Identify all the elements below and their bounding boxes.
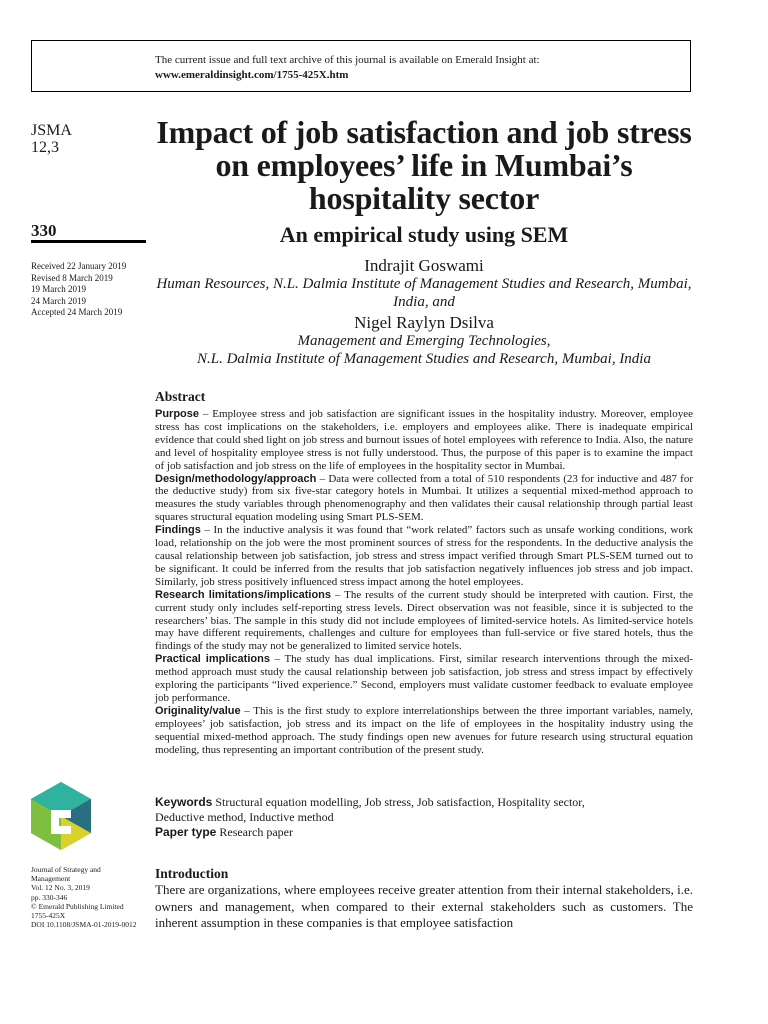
journal-url-link[interactable]: www.emeraldinsight.com/1755-425X.htm <box>155 69 349 81</box>
paper-type <box>155 825 693 840</box>
keywords-line <box>155 795 693 810</box>
paper-type-label: Paper type <box>155 825 217 839</box>
journal-info-line: pp. 330-346 <box>31 892 68 902</box>
keywords-label: Keywords <box>155 795 213 809</box>
abstract-text: – The study has dual implications. First, similar research interventions through the mixed-method approach must study the causal relationship between job satisfaction, job stress and stress impact by effectively exploring the participants “lived experience.” Second, employers must validate customer feedback to evaluate employee job performance. <box>155 653 693 704</box>
date-received: Received 22 January 2019 <box>31 261 127 271</box>
abstract-label: Practical implications <box>155 653 270 666</box>
author-2-affiliation <box>155 333 693 368</box>
abstract-originality <box>155 705 693 757</box>
page-number-rule <box>31 240 146 243</box>
access-notice-box <box>31 40 691 92</box>
abstract-text: – Employee stress and job satisfaction are significant issues in the hospitality industry. Moreover, employee stress has cost implications on the stakeholders, i.e. employers and employees alike. There is inadequate empirical evidence that could shed light on job stress and burnout issues of hotel employees with reference to India. Also, the nature and level of hospitality employee stress is not fully understood. Thus, the purpose of this paper is to examine the impact of job satisfaction and job stress on the life of employees in the hospitality sector in Mumbai. <box>155 408 693 472</box>
abstract-heading: Abstract <box>155 389 206 404</box>
journal-info-line: Vol. 12 No. 3, 2019 <box>31 883 90 893</box>
abstract-label: Purpose <box>155 408 200 420</box>
access-notice-text: The current issue and full text archive of this journal is available on Emerald Insight at: <box>155 54 540 66</box>
abstract-label: Research limitations/implications <box>155 588 331 601</box>
abstract-text: – This is the first study to explore interrelationships between the three important variables, namely, employees’ job satisfaction, job stress and its impact on the life of employees in the hospitality industry using the sequential mixed-method approach. The study findings open new avenues for future research using structural equation modeling, thus representing an important contribution of the present study. <box>155 704 693 756</box>
journal-info-line: 1755-425X <box>31 911 66 921</box>
volume-issue: 12,3 <box>31 139 59 156</box>
abstract-text: – Data were collected from a total of 510 respondents (23 for inductive and 487 for the deductive study) from six five-star category hotels in Mumbai. It utilizes a sequential mixed-method approach to measures the study variables through phenomenography and then validates their causal relationship through partial least squares structural equation modeling using Smart PLS-SEM. <box>155 472 693 524</box>
date-accepted: Accepted 24 March 2019 <box>31 307 123 317</box>
page-number: 330 <box>31 221 57 240</box>
journal-info <box>31 865 156 929</box>
paper-subtitle: An empirical study using SEM <box>279 222 569 247</box>
abstract-text: – The results of the current study should be interpreted with caution. First, the current study only includes self-reporting stress levels. Direct observation was not feasible, since it is subjected to the researchers’ bias. The sample in this study did not include employees of limited-service hotels. As limited-service hotels may have different requirements, challenges and culture for employees than full-service or five stared hotels, thus the findings of the study may not be generalized to limited service hotels. <box>155 588 693 653</box>
journal-info-line: © Emerald Publishing Limited <box>31 901 124 911</box>
article-dates <box>31 261 149 319</box>
abstract-label: Findings <box>155 524 201 537</box>
author-2: Nigel Raylyn Dsilva <box>354 313 494 332</box>
author-2-affiliation-line: N.L. Dalmia Institute of Management Studies and Research, Mumbai, India <box>197 350 651 367</box>
journal-info-line: Management <box>31 874 71 884</box>
keywords-list-continued: Deductive method, Inductive method <box>155 810 334 824</box>
journal-short-name: JSMA <box>31 122 72 139</box>
abstract-text: – In the inductive analysis it was found that “work related” factors such as unsafe working conditions, work load, relationship on the job were the most prominent sources of stress for the respondents. In the deductive analysis the causal relationship between job satisfaction, job stress and stress impact verified through Smart PLS-SEM turned out to be significant. It could be inferred from the results that job satisfaction negatively influences job stress and job impact. Similarly, job stress positively influenced stress impact among the hotel employees. <box>155 524 693 588</box>
paper-title: Impact of job satisfaction and job stress on employees’ life in Mumbai’s hospitality sector <box>156 114 692 216</box>
date-revised-2: 19 March 2019 <box>31 284 86 294</box>
introduction-text: There are organizations, where employees receive greater attention from their internal stakeholders, i.e. owners and management, when compared to their external stakeholders such as customers. The inherent assumption in these companies is that employee satisfaction <box>155 882 693 930</box>
abstract-body <box>155 408 693 756</box>
abstract-limitations <box>155 589 693 654</box>
date-revised-3: 24 March 2019 <box>31 295 86 306</box>
journal-info-line: Journal of Strategy and <box>31 865 101 874</box>
abstract-practical <box>155 653 693 705</box>
abstract-label: Originality/value <box>155 704 241 717</box>
journal-abbreviation <box>31 122 149 156</box>
paper-type-value: Research paper <box>219 825 293 839</box>
abstract-findings <box>155 524 693 589</box>
date-revised: Revised 8 March 2019 <box>31 272 113 283</box>
doi[interactable]: DOI 10.1108/JSMA-01-2019-0012 <box>31 920 137 930</box>
crossmark-logo-icon[interactable] <box>29 780 93 852</box>
abstract-purpose <box>155 408 693 473</box>
keywords <box>155 795 693 825</box>
author-1-affiliation: Human Resources, N.L. Dalmia Institute of Management Studies and Research, Mumbai, India, and <box>156 276 692 310</box>
abstract-label: Design/methodology/approach <box>155 472 317 485</box>
author-2-affiliation-line: Management and Emerging Technologies, <box>297 333 551 349</box>
introduction-heading: Introduction <box>155 866 229 881</box>
keywords-list: Structural equation modelling, Job stress, Job satisfaction, Hospitality sector, <box>215 795 585 809</box>
author-1: Indrajit Goswami <box>364 256 484 275</box>
abstract-design <box>155 473 693 525</box>
